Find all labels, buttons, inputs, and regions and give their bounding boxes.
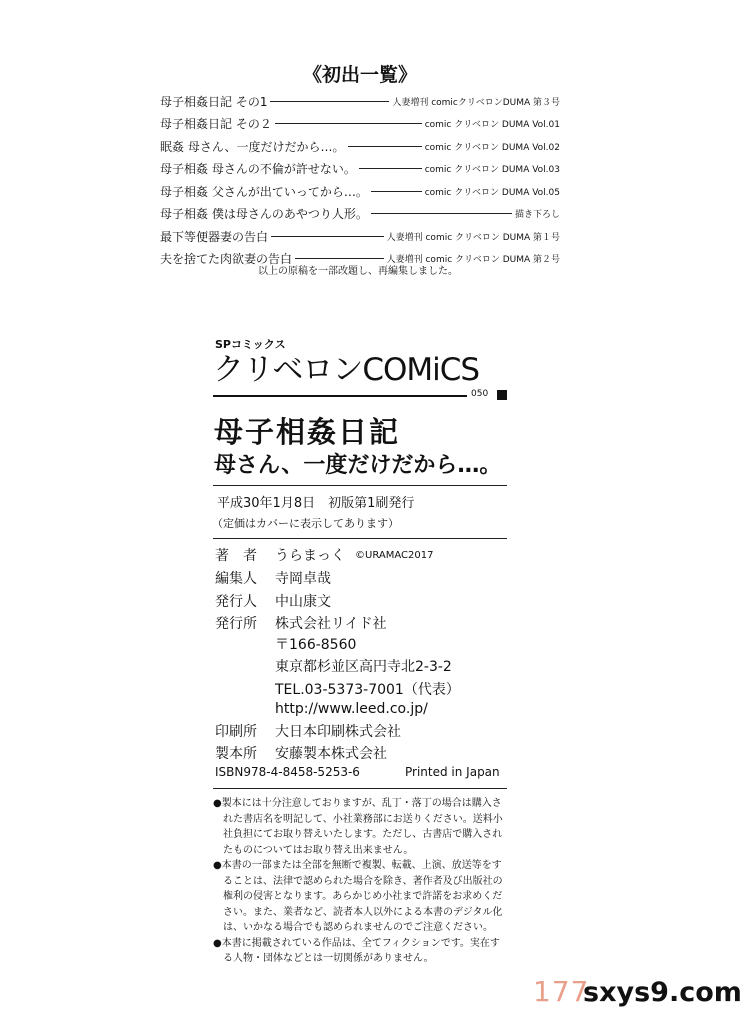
publish-date: 平成30年1月8日 初版第1刷発行 [217, 496, 415, 511]
leader-line [371, 213, 512, 214]
source-magazine: 描き下ろし [514, 210, 560, 220]
credit-label: 著 者 [215, 548, 257, 564]
source-magazine: 人妻増刊 comic クリベロン DUMA 第２号 [386, 255, 560, 265]
printed-in: Printed in Japan [405, 765, 500, 779]
work-title: 母子相姦日記 その1 [160, 94, 268, 109]
source-magazine: comic クリベロン DUMA Vol.01 [424, 120, 560, 130]
first-appearance-note: 以上の原稿を一部改題し、再編集しました。 [258, 266, 458, 277]
source-magazine: comic クリベロン DUMA Vol.05 [424, 187, 560, 198]
source-magazine: comic クリベロン DUMA Vol.02 [424, 142, 560, 153]
first-appearance-row [160, 158, 560, 180]
work-title: 眠姦 母さん、一度だけだから…。 [160, 139, 345, 154]
book-title: 母子相姦日記 [214, 415, 401, 449]
divider-credits [213, 538, 507, 539]
leader-line [271, 236, 384, 237]
first-appearance-row [160, 90, 560, 112]
credit-value: 株式会社リイド社 [275, 616, 387, 632]
credit-value: 安藤製本株式会社 [275, 746, 387, 762]
work-title: 母子相姦日記 その２ [160, 117, 272, 131]
credit-value: 寺岡卓哉 [275, 571, 331, 587]
street-address: 東京都杉並区高円寺北2-3-2 [275, 659, 452, 675]
credit-publisher-person [215, 590, 331, 612]
first-appearance-row [160, 203, 560, 225]
watermark-number: 177 [533, 975, 590, 1008]
first-appearance-row [160, 113, 560, 135]
credit-author [215, 544, 433, 566]
credit-binder [215, 742, 387, 764]
series-rule [213, 395, 467, 397]
credit-value: 大日本印刷株式会社 [275, 724, 401, 740]
credit-printer [215, 720, 401, 742]
imprint-label: SPコミックス [215, 338, 286, 351]
note-paragraph: ●製本には十分注意しておりますが、乱丁・落丁の場合は購入された書店名を明記して、小社業務部にお送りください。送料小社負担にてお取り替えいたします。ただし、古書店で購入されたものについてはお取り替え出来ません。 [213, 798, 503, 856]
work-title: 最下等便器妻の告白 [160, 229, 269, 244]
leader-line [270, 101, 389, 102]
source-magazine: comic クリベロン DUMA Vol.03 [424, 165, 560, 175]
leader-line [348, 146, 422, 147]
divider-notes [213, 788, 507, 789]
credit-publisher [215, 612, 387, 634]
work-title: 夫を捨てた肉欲妻の告白 [160, 252, 293, 266]
note-paragraph: ●本書に掲載されている作品は、全てフィクションです。実在する人物・団体などとは一切関係がありません。 [213, 937, 500, 964]
leader-line [359, 168, 422, 169]
divider-top [213, 485, 507, 486]
credit-label: 印刷所 [215, 724, 257, 740]
series-mark [497, 390, 507, 400]
credit-label: 発行所 [215, 616, 257, 632]
postal-code: 〒166-8560 [275, 637, 357, 653]
phone-number: TEL.03-5373-7001（代表） [275, 682, 460, 698]
credit-value: 中山康文 [275, 594, 331, 610]
source-magazine: 人妻増刊 comicクリベロンDUMA 第３号 [392, 97, 560, 108]
price-note: （定価はカバーに表示してあります） [212, 517, 399, 530]
leader-line [275, 123, 422, 124]
first-appearance-title: 《初出一覧》 [302, 64, 417, 86]
series-number: 050 [471, 389, 489, 399]
isbn: ISBN978-4-8458-5253-6 [215, 765, 360, 779]
first-appearance-row [160, 225, 560, 247]
credit-value: うらまっく [275, 548, 345, 564]
note-paragraph: ●本書の一部または全部を無断で複製、転載、上演、放送等をすることは、法律で認められた場合を除き、著作者及び出版社の権利の侵害となります。あらかじめ小社まで許諾をお求めください。また、業者など、読者本人以外による本書のデジタル化は、いかなる場合でも認められませんのでご注意ください。 [213, 860, 503, 933]
watermark-site: sxys9.com [583, 977, 742, 1008]
copyright: ©URAMAC2017 [355, 549, 434, 561]
leader-line [371, 191, 422, 192]
work-title: 母子相姦 母さんの不倫が許せない。 [160, 162, 356, 176]
leader-line [295, 258, 384, 259]
source-magazine: 人妻増刊 comic クリベロン DUMA 第１号 [386, 232, 560, 243]
website-url: http://www.leed.co.jp/ [275, 701, 428, 717]
first-appearance-row [160, 135, 560, 157]
legal-notes [213, 796, 509, 967]
credit-editor [215, 567, 331, 589]
series-logo: クリベロンCOMiCS [213, 352, 480, 388]
credit-label: 発行人 [215, 594, 257, 610]
work-title: 母子相姦 父さんが出ていってから…。 [160, 184, 368, 199]
work-title: 母子相姦 僕は母さんのあやつり人形。 [160, 207, 368, 221]
credit-label: 製本所 [215, 746, 257, 762]
book-subtitle: 母さん、一度だけだから…。 [214, 453, 502, 478]
first-appearance-row [160, 180, 560, 202]
credit-label: 編集人 [215, 571, 257, 587]
